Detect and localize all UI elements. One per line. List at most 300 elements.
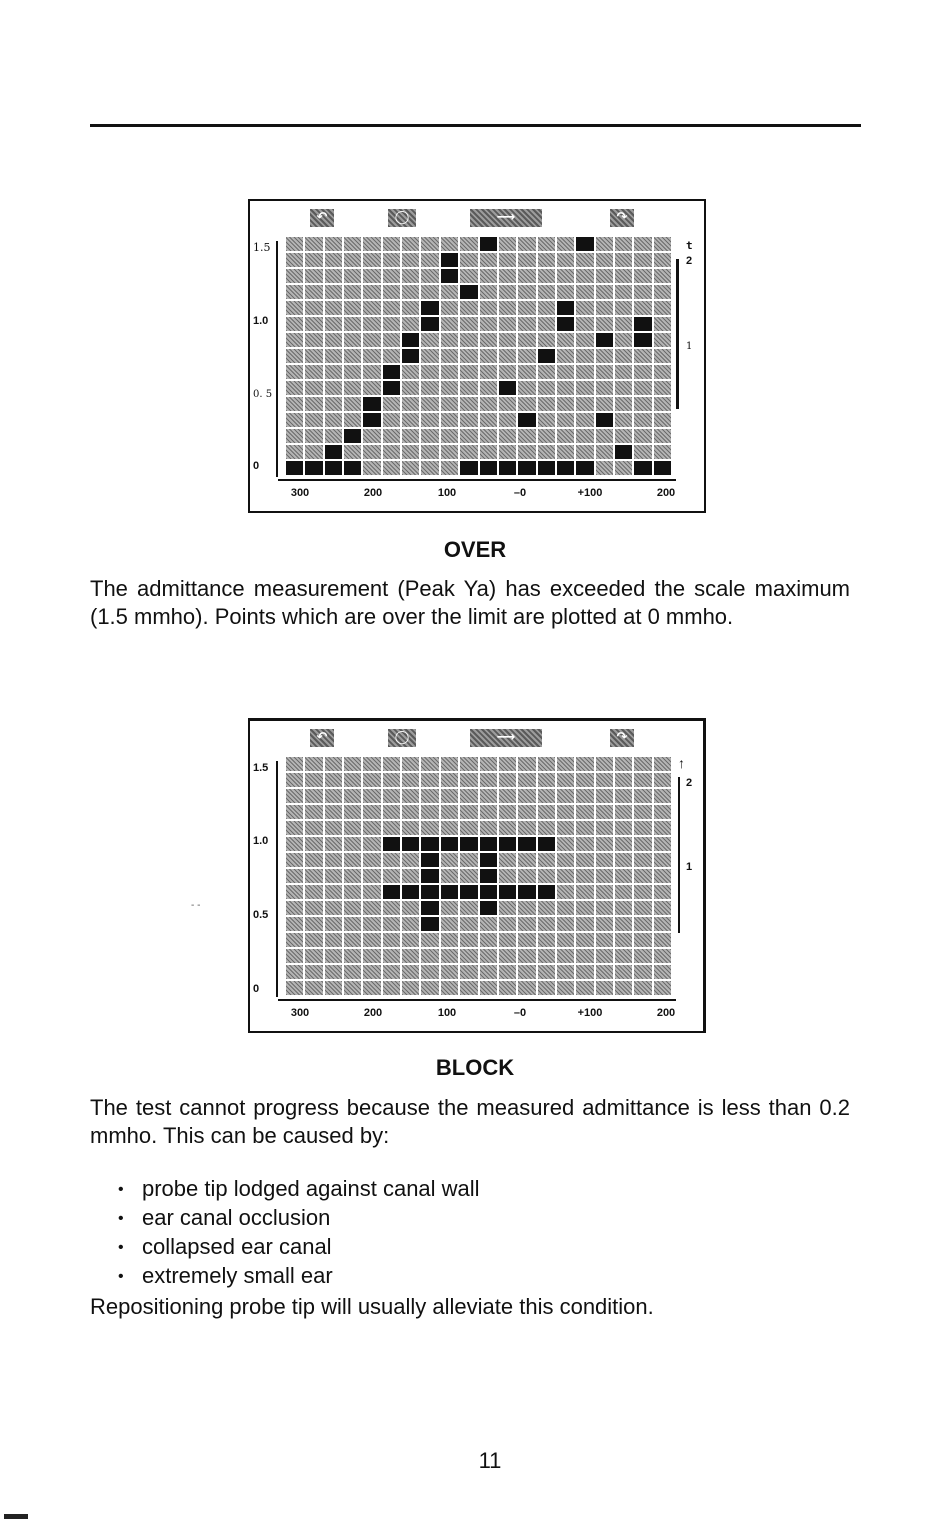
grid-cell (499, 429, 516, 443)
x-label: 200 (656, 487, 676, 499)
grid-cell (596, 317, 613, 331)
grid-cell-filled (518, 837, 535, 851)
grid-cell (441, 429, 458, 443)
grid-cell (615, 901, 632, 915)
grid-cell (402, 413, 419, 427)
page-number: 11 (478, 1448, 502, 1473)
grid-cell-filled (596, 413, 613, 427)
grid-cell (499, 365, 516, 379)
grid-cell (325, 933, 342, 947)
grid-cell-filled (576, 461, 593, 475)
grid-cell (344, 285, 361, 299)
grid-cell (286, 253, 303, 267)
grid-cell (325, 269, 342, 283)
grid-cell-filled (460, 461, 477, 475)
grid-cell (615, 805, 632, 819)
grid-cell (402, 429, 419, 443)
x-label: +100 (577, 1007, 603, 1019)
grid-cell (576, 365, 593, 379)
grid-cell (460, 981, 477, 995)
grid-cell (344, 773, 361, 787)
grid-cell (499, 349, 516, 363)
grid-cell (325, 317, 342, 331)
grid-cell-filled (441, 885, 458, 899)
grid-cell (615, 821, 632, 835)
grid-cell (615, 269, 632, 283)
grid-cell (305, 949, 322, 963)
grid-cell (576, 853, 593, 867)
grid-cell (421, 333, 438, 347)
grid-cell (441, 949, 458, 963)
grid-cell-filled (557, 317, 574, 331)
x-label: 100 (437, 1007, 457, 1019)
grid-cell (421, 269, 438, 283)
grid-cell (325, 365, 342, 379)
grid-cell (538, 333, 555, 347)
grid-cell (325, 789, 342, 803)
grid-cell-filled (363, 397, 380, 411)
grid-cell (344, 853, 361, 867)
grid-cell (325, 901, 342, 915)
grid-cell (441, 853, 458, 867)
grid-cell (538, 981, 555, 995)
grid-cell (615, 317, 632, 331)
grid-cell (576, 317, 593, 331)
grid-cell (576, 805, 593, 819)
next-arrow-icon: ⟶ (470, 729, 542, 747)
grid-cell-filled (383, 837, 400, 851)
grid-cell (305, 381, 322, 395)
grid-cell-filled (654, 461, 671, 475)
grid-cell (421, 237, 438, 251)
grid-cell (344, 301, 361, 315)
screen-icon-bar (250, 729, 703, 749)
grid-cell-filled (402, 885, 419, 899)
grid-cell-filled (325, 461, 342, 475)
grid-cell (286, 237, 303, 251)
grid-cell (402, 365, 419, 379)
grid-cell (499, 869, 516, 883)
grid-cell (557, 237, 574, 251)
grid-cell (518, 317, 535, 331)
grid-cell (557, 397, 574, 411)
grid-cell (557, 917, 574, 931)
x-label: +100 (577, 487, 603, 499)
grid-cell (363, 237, 380, 251)
grid-cell (325, 805, 342, 819)
grid-cell (460, 333, 477, 347)
grid-cell (363, 821, 380, 835)
grid-cell (499, 965, 516, 979)
grid-cell (576, 269, 593, 283)
print-icon: ↷ (610, 729, 634, 747)
grid-cell (325, 413, 342, 427)
grid-cell (596, 981, 613, 995)
grid-cell (634, 269, 651, 283)
grid-cell (557, 349, 574, 363)
right-label-2: 2 (686, 777, 693, 789)
grid-cell (538, 805, 555, 819)
grid-cell (286, 317, 303, 331)
grid-cell (634, 965, 651, 979)
grid-cell (499, 773, 516, 787)
grid-cell (460, 917, 477, 931)
grid-cell (634, 869, 651, 883)
grid-cell (305, 789, 322, 803)
grid-cell (576, 965, 593, 979)
grid-cell (576, 773, 593, 787)
grid-cell (634, 349, 651, 363)
grid-cell (538, 789, 555, 803)
grid-cell (402, 445, 419, 459)
grid-cell (460, 853, 477, 867)
grid-cell (363, 965, 380, 979)
grid-cell-filled (441, 837, 458, 851)
grid-cell (615, 837, 632, 851)
grid-cell (344, 397, 361, 411)
grid-cell (344, 805, 361, 819)
grid-cell-filled (518, 461, 535, 475)
grid-cell (654, 757, 671, 771)
grid-cell (363, 285, 380, 299)
grid-cell (538, 301, 555, 315)
grid-cell (305, 237, 322, 251)
grid-cell (557, 253, 574, 267)
grid-cell (344, 237, 361, 251)
grid-cell (305, 901, 322, 915)
grid-cell (634, 981, 651, 995)
x-label: 300 (290, 487, 310, 499)
grid-cell (383, 901, 400, 915)
grid-cell (402, 789, 419, 803)
grid-cell (460, 869, 477, 883)
grid-cell (441, 445, 458, 459)
grid-cell (480, 397, 497, 411)
grid-cell (499, 317, 516, 331)
grid-cell (363, 917, 380, 931)
grid-cell-filled (480, 461, 497, 475)
grid-cell (596, 285, 613, 299)
grid-cell (480, 381, 497, 395)
grid-cell (538, 853, 555, 867)
grid-cell (518, 853, 535, 867)
grid-cell (325, 949, 342, 963)
grid-cell (460, 253, 477, 267)
grid-cell-filled (596, 333, 613, 347)
grid-cell (615, 237, 632, 251)
grid-cell (576, 869, 593, 883)
grid-cell (654, 917, 671, 931)
back-icon: ↶ (310, 209, 334, 227)
grid-cell (596, 301, 613, 315)
grid-cell (615, 397, 632, 411)
grid-cell-filled (499, 837, 516, 851)
grid-cell (615, 349, 632, 363)
grid-cell (286, 397, 303, 411)
grid-cell (538, 317, 555, 331)
grid-cell (460, 445, 477, 459)
grid-cell (363, 933, 380, 947)
grid-cell (615, 949, 632, 963)
right-scale-bar (676, 259, 679, 409)
grid-cell (286, 885, 303, 899)
grid-cell (325, 285, 342, 299)
grid-cell (460, 805, 477, 819)
grid-cell (325, 349, 342, 363)
grid-cell (286, 981, 303, 995)
grid-cell (402, 933, 419, 947)
grid-cell (615, 853, 632, 867)
grid-cell (576, 253, 593, 267)
grid-cell (421, 445, 438, 459)
right-label-top: ↑ (678, 755, 685, 771)
grid-cell (596, 445, 613, 459)
grid-cell (286, 365, 303, 379)
grid-cell (383, 253, 400, 267)
grid-cell-filled (538, 837, 555, 851)
grid-cell (286, 413, 303, 427)
grid-cell (441, 869, 458, 883)
grid-cell-filled (518, 413, 535, 427)
grid-cell (480, 949, 497, 963)
grid-cell (480, 445, 497, 459)
x-axis (278, 999, 676, 1001)
list-item: • ear canal occlusion (118, 1204, 480, 1233)
grid-cell (518, 901, 535, 915)
right-label-2: 2 (686, 255, 693, 267)
grid-cell (286, 429, 303, 443)
y-axis (276, 761, 278, 997)
grid-cell (421, 805, 438, 819)
grid-cell (518, 301, 535, 315)
grid-cell (305, 869, 322, 883)
grid-cell-filled (421, 885, 438, 899)
grid-cell (460, 397, 477, 411)
grid-cell (441, 397, 458, 411)
grid-cell (383, 237, 400, 251)
grid-cell (460, 381, 477, 395)
grid-cell (518, 269, 535, 283)
grid-cell (654, 397, 671, 411)
grid-cell (460, 413, 477, 427)
grid-cell (363, 757, 380, 771)
grid-cell (286, 381, 303, 395)
grid-cell (576, 333, 593, 347)
grid-cell (441, 789, 458, 803)
grid-cell (480, 301, 497, 315)
grid-cell-filled (421, 837, 438, 851)
grid-cell (615, 981, 632, 995)
grid-cell (421, 253, 438, 267)
grid-cell (421, 381, 438, 395)
grid-cell (363, 317, 380, 331)
grid-cell (654, 365, 671, 379)
grid-cell (402, 965, 419, 979)
grid-cell (557, 837, 574, 851)
grid-cell (518, 965, 535, 979)
grid-cell (441, 933, 458, 947)
grid-cell (344, 445, 361, 459)
grid-cell (441, 237, 458, 251)
list-item: • probe tip lodged against canal wall (118, 1175, 480, 1204)
grid-cell (654, 805, 671, 819)
grid-cell (344, 365, 361, 379)
grid-cell-filled (518, 885, 535, 899)
grid-cell (305, 317, 322, 331)
block-screen-figure (248, 718, 706, 1033)
grid-cell-filled (480, 901, 497, 915)
grid-cell (654, 445, 671, 459)
grid-cell (480, 757, 497, 771)
grid-cell (480, 253, 497, 267)
grid-cell (557, 381, 574, 395)
grid-cell (576, 933, 593, 947)
grid-cell (480, 269, 497, 283)
grid-cell (596, 461, 613, 475)
grid-cell (421, 461, 438, 475)
grid-cell (499, 853, 516, 867)
grid-cell (480, 285, 497, 299)
grid-cell (654, 253, 671, 267)
grid-cell-filled (499, 885, 516, 899)
grid-cell (383, 933, 400, 947)
back-icon: ↶ (310, 729, 334, 747)
grid-cell (383, 981, 400, 995)
grid-cell (576, 445, 593, 459)
grid-cell (363, 269, 380, 283)
grid-cell (654, 901, 671, 915)
grid-cell (383, 789, 400, 803)
grid-cell (402, 821, 419, 835)
grid-cell (460, 269, 477, 283)
grid-cell (305, 917, 322, 931)
grid-cell (654, 933, 671, 947)
right-label-top: t (686, 239, 693, 252)
grid-cell-filled (615, 445, 632, 459)
grid-cell (441, 901, 458, 915)
x-label: –0 (513, 487, 527, 499)
grid-cell (441, 285, 458, 299)
grid-cell (460, 933, 477, 947)
grid-cell (325, 429, 342, 443)
grid-cell (615, 773, 632, 787)
grid-cell (441, 757, 458, 771)
grid-cell (286, 821, 303, 835)
grid-cell (421, 981, 438, 995)
grid-cell (363, 869, 380, 883)
grid-cell (557, 269, 574, 283)
grid-cell (576, 349, 593, 363)
grid-cell (286, 837, 303, 851)
grid-cell (421, 949, 438, 963)
grid-cell (538, 757, 555, 771)
grid-cell (286, 869, 303, 883)
grid-cell (383, 869, 400, 883)
x-label: 300 (290, 1007, 310, 1019)
grid-cell (363, 901, 380, 915)
grid-cell (576, 917, 593, 931)
grid-cell (421, 365, 438, 379)
grid-cell (634, 901, 651, 915)
grid-cell (383, 461, 400, 475)
grid-cell (576, 285, 593, 299)
grid-cell (634, 933, 651, 947)
tympanogram-grid (286, 237, 671, 475)
grid-cell (460, 317, 477, 331)
grid-cell-filled (421, 869, 438, 883)
grid-cell (305, 885, 322, 899)
grid-cell (460, 965, 477, 979)
grid-cell (499, 949, 516, 963)
top-rule (90, 124, 861, 127)
grid-cell (325, 965, 342, 979)
grid-cell (634, 429, 651, 443)
grid-cell (402, 397, 419, 411)
grid-cell (325, 885, 342, 899)
grid-cell (421, 773, 438, 787)
grid-cell (596, 789, 613, 803)
grid-cell (363, 381, 380, 395)
grid-cell (383, 853, 400, 867)
list-item: • extremely small ear (118, 1262, 480, 1291)
grid-cell (499, 933, 516, 947)
grid-cell (305, 333, 322, 347)
grid-cell (654, 981, 671, 995)
grid-cell (286, 965, 303, 979)
grid-cell (441, 461, 458, 475)
grid-cell (634, 253, 651, 267)
grid-cell (596, 429, 613, 443)
grid-cell-filled (441, 269, 458, 283)
grid-cell (480, 965, 497, 979)
grid-cell (538, 413, 555, 427)
grid-cell (596, 253, 613, 267)
grid-cell (286, 333, 303, 347)
grid-cell (421, 397, 438, 411)
grid-cell (538, 285, 555, 299)
grid-cell (596, 757, 613, 771)
grid-cell (615, 365, 632, 379)
grid-cell (421, 413, 438, 427)
grid-cell-filled (480, 869, 497, 883)
grid-cell (499, 285, 516, 299)
grid-cell (460, 237, 477, 251)
grid-cell (576, 949, 593, 963)
grid-cell (286, 949, 303, 963)
grid-cell (383, 269, 400, 283)
grid-cell (596, 397, 613, 411)
grid-cell (557, 901, 574, 915)
grid-cell (654, 821, 671, 835)
grid-cell (480, 429, 497, 443)
grid-cell (421, 965, 438, 979)
grid-cell (363, 805, 380, 819)
y-axis (276, 241, 278, 477)
grid-cell (344, 821, 361, 835)
grid-cell (460, 757, 477, 771)
grid-cell (402, 949, 419, 963)
grid-cell (596, 805, 613, 819)
right-label-1: 1 (686, 861, 693, 873)
grid-cell (421, 757, 438, 771)
grid-cell (286, 349, 303, 363)
grid-cell (363, 885, 380, 899)
grid-cell (402, 869, 419, 883)
block-heading: BLOCK (435, 1055, 515, 1080)
grid-cell (402, 285, 419, 299)
grid-cell (480, 981, 497, 995)
grid-cell (344, 901, 361, 915)
